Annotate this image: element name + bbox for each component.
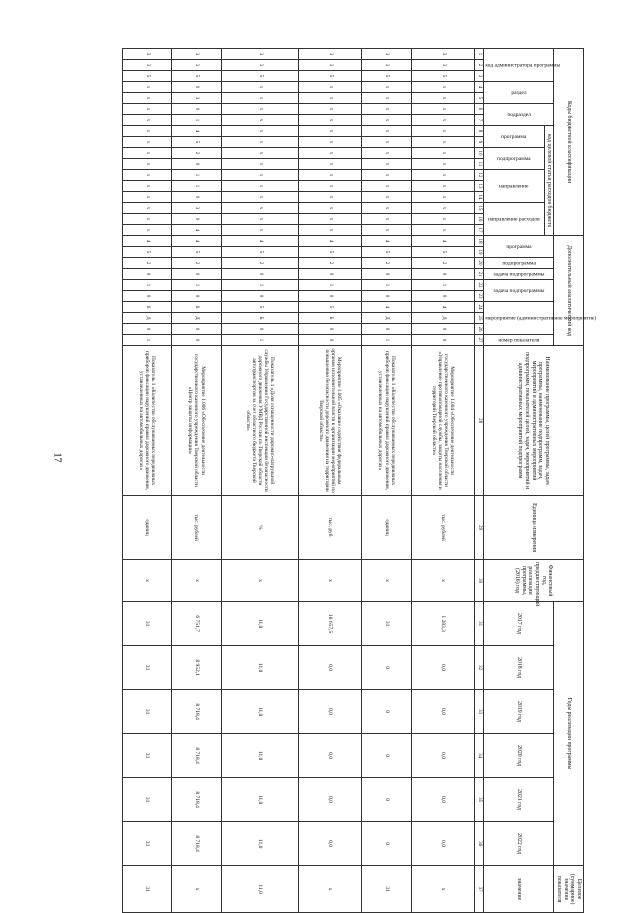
code-cell: 5 (172, 247, 221, 258)
column-number: 16 (474, 214, 483, 225)
code-cell: 0 (123, 269, 172, 280)
code-cell: x (411, 214, 474, 225)
row-description: Мероприятие 1.006 «Обеспечение деятельности государственного казенного учреждения Тверской области «Центр защиты информации» (172, 346, 221, 496)
row-year-value: 0 (362, 778, 411, 822)
code-cell: x (362, 192, 411, 203)
code-cell: 1 (172, 170, 221, 181)
code-cell: 0 (299, 269, 362, 280)
code-cell: 1 (123, 280, 172, 291)
hdr-target-group: Целевое (суммарное) значение показателя (554, 866, 584, 913)
code-cell: 5 (362, 247, 411, 258)
hdr-prog: программа (483, 236, 554, 258)
code-cell: x (123, 203, 172, 214)
hdr-admin-code: код администратора программы (483, 49, 554, 82)
table-row (123, 49, 172, 913)
code-cell: 0 (299, 324, 362, 335)
code-cell: 3 (172, 93, 221, 104)
code-cell: 0 (172, 324, 221, 335)
code-cell: x (221, 214, 298, 225)
code-cell: 1 (123, 335, 172, 346)
table-row (172, 49, 221, 913)
hdr-budget-classification: Коды бюджетной классификации (554, 49, 584, 236)
column-number: 22 (474, 280, 483, 291)
code-cell: x (299, 104, 362, 115)
code-cell: 4 (172, 126, 221, 137)
code-cell: x (299, 148, 362, 159)
column-number: 6 (474, 104, 483, 115)
row-description: Мероприятие 1.005 «Оказание содействия федеральным органам исполнительной власти в организации мероприятий по повышению безопасности дорожного движения на территории Тверской области» (299, 346, 362, 496)
code-cell: 0 (362, 291, 411, 302)
row-year-value: 11,0 (221, 602, 298, 646)
code-cell: 4 (172, 225, 221, 236)
hdr-additional-code: Дополнительный аналитический код (554, 236, 584, 346)
row-year-value: 0 (362, 646, 411, 690)
column-number: 19 (474, 247, 483, 258)
row-year-value: 31 (123, 690, 172, 734)
row-target-value: x (299, 866, 362, 913)
code-cell: 3 (299, 60, 362, 71)
code-cell: x (221, 126, 298, 137)
code-cell: 2 (172, 258, 221, 269)
code-cell: x (411, 181, 474, 192)
code-cell: 2 (362, 258, 411, 269)
row-financial-year: x (172, 560, 221, 602)
row-financial-year: x (221, 560, 298, 602)
hdr-subprog: подпрограмма (483, 258, 554, 269)
column-number-row (474, 49, 483, 913)
code-cell: x (221, 104, 298, 115)
code-cell: x (411, 104, 474, 115)
code-cell: 1 (172, 280, 221, 291)
code-cell: x (362, 126, 411, 137)
code-cell: x (299, 159, 362, 170)
row-year-value: 0,0 (411, 646, 474, 690)
code-cell: 3 (221, 60, 298, 71)
code-cell: x (411, 159, 474, 170)
code-cell: x (362, 115, 411, 126)
row-year-value: 31 (123, 734, 172, 778)
code-cell: x (123, 148, 172, 159)
code-cell: 4 (172, 236, 221, 247)
row-target-value: x (172, 866, 221, 913)
hdr-2018: 2018 год (483, 646, 554, 690)
hdr-expense-direction: направление расходов (483, 203, 544, 236)
code-cell: x (221, 115, 298, 126)
column-number: 21 (474, 269, 483, 280)
row-unit: тыс. рублей (411, 496, 474, 560)
hdr-target-item: код целевой статьи расходов бюджета (544, 126, 554, 236)
code-cell: 0 (411, 291, 474, 302)
code-cell: x (299, 203, 362, 214)
row-year-value: 0,0 (299, 690, 362, 734)
code-cell: x (299, 126, 362, 137)
column-number: 12 (474, 170, 483, 181)
row-year-value: 11,0 (221, 778, 298, 822)
code-cell: x (299, 181, 362, 192)
code-cell: 0 (411, 324, 474, 335)
code-cell: 5 (411, 71, 474, 82)
row-year-value: 0,0 (411, 822, 474, 866)
code-cell: 4 (362, 236, 411, 247)
code-cell: 0 (172, 291, 221, 302)
hdr-name: Наименование программы, целей программы, задач программы, наименование подпрограмм, задач, мероприятий и административных мероприятий подпрограмм, показателей целей, задач, мероприятий и административных мероприятий подпрограмм (483, 346, 583, 496)
code-cell: 0 (299, 291, 362, 302)
hdr-activity-type: задача подпрограммы (483, 280, 554, 302)
row-target-value: 11,0 (221, 866, 298, 913)
row-year-value: 31 (123, 822, 172, 866)
code-cell: x (123, 104, 172, 115)
column-number: 36 (474, 822, 483, 866)
code-cell: x (299, 115, 362, 126)
row-description: Показатель 1 «Количество обслуживаемых передвижных приборов фиксации нарушений правил дорожного движения, установленных на автомобильных дорогах» (362, 346, 411, 496)
hdr-unit: Единица измерения (483, 496, 583, 560)
code-cell: x (299, 225, 362, 236)
code-cell: 4 (299, 236, 362, 247)
code-cell: x (123, 82, 172, 93)
code-cell: 4 (411, 302, 474, 313)
code-cell: x (411, 126, 474, 137)
code-cell: 5 (362, 71, 411, 82)
page-number: 17 (51, 452, 63, 463)
row-year-value: 8 952,1 (172, 646, 221, 690)
code-cell: 3 (123, 49, 172, 60)
column-number: 33 (474, 690, 483, 734)
code-cell: x (299, 82, 362, 93)
row-unit: % (221, 496, 298, 560)
code-cell: 0 (172, 335, 221, 346)
code-cell: 3 (172, 49, 221, 60)
code-cell: x (123, 225, 172, 236)
code-cell: x (362, 137, 411, 148)
column-number: 37 (474, 866, 483, 913)
hdr-2020: 2020 год (483, 734, 554, 778)
code-cell: x (299, 137, 362, 148)
row-unit: единиц (123, 496, 172, 560)
code-cell: 2 (221, 258, 298, 269)
table-row (362, 49, 411, 913)
hdr-2017: 2017 год (483, 602, 554, 646)
code-cell: x (299, 170, 362, 181)
row-year-value: 0,0 (299, 822, 362, 866)
code-cell: 1 (362, 280, 411, 291)
code-cell: x (362, 104, 411, 115)
code-cell: x (362, 225, 411, 236)
row-year-value: 0,0 (299, 646, 362, 690)
code-cell: x (362, 93, 411, 104)
code-cell: x (411, 93, 474, 104)
code-cell: x (123, 181, 172, 192)
row-year-value: 0,0 (299, 734, 362, 778)
code-cell: x (221, 137, 298, 148)
code-cell: x (221, 148, 298, 159)
row-year-value: 31 (362, 602, 411, 646)
row-unit: единиц (362, 496, 411, 560)
code-cell: 5 (299, 302, 362, 313)
code-cell: x (362, 159, 411, 170)
column-number: 8 (474, 126, 483, 137)
code-cell: 6 (123, 302, 172, 313)
column-number: 25 (474, 313, 483, 324)
code-cell: 2 (172, 148, 221, 159)
code-cell: 6 (172, 302, 221, 313)
row-unit: тыс. руб. (299, 496, 362, 560)
code-cell: x (362, 181, 411, 192)
code-cell: x (123, 159, 172, 170)
column-number: 30 (474, 560, 483, 602)
code-cell: 0 (411, 269, 474, 280)
code-cell: x (221, 170, 298, 181)
column-number: 11 (474, 159, 483, 170)
code-cell: 5 (299, 71, 362, 82)
code-cell: x (123, 170, 172, 181)
code-cell: 3 (362, 60, 411, 71)
code-cell: 0 (123, 324, 172, 335)
code-cell: 4 (411, 236, 474, 247)
code-cell: 0 (172, 214, 221, 225)
code-cell: x (123, 137, 172, 148)
code-cell: x (221, 181, 298, 192)
hdr-2021: 2021 год (483, 778, 554, 822)
hdr-indicator-no: номер показателя (483, 335, 554, 346)
row-year-value: 6 751,7 (172, 602, 221, 646)
row-financial-year: x (362, 560, 411, 602)
code-cell: x (221, 192, 298, 203)
code-cell: x (123, 192, 172, 203)
code-cell: 1 (299, 280, 362, 291)
code-cell: x (123, 115, 172, 126)
column-number: 34 (474, 734, 483, 778)
row-financial-year: x (411, 560, 474, 602)
row-year-value: 0 (362, 690, 411, 734)
row-year-value: 18 657,5 (299, 602, 362, 646)
code-cell: 1 (172, 115, 221, 126)
row-financial-year: x (123, 560, 172, 602)
code-cell: 5 (123, 71, 172, 82)
code-cell: 1 (362, 335, 411, 346)
code-cell: x (221, 82, 298, 93)
hdr-direction: направление (483, 170, 544, 203)
row-year-value: 11,0 (221, 734, 298, 778)
hdr-activity: мероприятие (административное мероприятие) (483, 302, 554, 335)
code-cell: x (362, 203, 411, 214)
code-cell: x (411, 225, 474, 236)
code-cell: 2 (299, 258, 362, 269)
hdr-task: задача подпрограммы (483, 269, 554, 280)
code-cell: 5 (172, 137, 221, 148)
column-number: 13 (474, 181, 483, 192)
code-cell: 3 (221, 49, 298, 60)
code-cell: 0 (172, 104, 221, 115)
code-cell: x (362, 170, 411, 181)
code-cell: 3 (172, 203, 221, 214)
code-cell: 5 (221, 302, 298, 313)
code-cell: x (411, 115, 474, 126)
column-number: 31 (474, 602, 483, 646)
column-number: 23 (474, 291, 483, 302)
code-cell: x (221, 159, 298, 170)
code-cell: 5 (221, 247, 298, 258)
code-cell: 1 (221, 280, 298, 291)
code-cell: 5 (221, 71, 298, 82)
program-table-sheet (122, 48, 596, 905)
code-cell: x (123, 214, 172, 225)
column-number: 3 (474, 71, 483, 82)
row-year-value: 11,0 (221, 646, 298, 690)
hdr-program: программа (483, 126, 544, 148)
code-cell: x (362, 214, 411, 225)
code-cell: 0 (299, 335, 362, 346)
code-cell: x (362, 82, 411, 93)
row-description: Показатель 1 «Количество обслуживаемых передвижных приборов фиксации нарушений правил дорожного движения, установленных на автомобильных дорогах» (123, 346, 172, 496)
code-cell: Б (299, 313, 362, 324)
code-cell: 0 (172, 82, 221, 93)
code-cell: 5 (299, 247, 362, 258)
row-year-value: 8 718,4 (172, 690, 221, 734)
code-cell: 0 (221, 324, 298, 335)
code-cell: x (411, 148, 474, 159)
code-cell: 0 (221, 291, 298, 302)
column-number: 7 (474, 115, 483, 126)
hdr-2022: 2022 год (483, 822, 554, 866)
code-cell: x (411, 170, 474, 181)
code-cell: x (123, 126, 172, 137)
row-year-value: 8 718,4 (172, 822, 221, 866)
code-cell: 0 (172, 159, 221, 170)
row-target-value: 31 (123, 866, 172, 913)
column-number: 35 (474, 778, 483, 822)
column-number: 1 (474, 49, 483, 60)
hdr-value: значение (483, 866, 554, 913)
row-target-value: 31 (362, 866, 411, 913)
row-year-value: 0,0 (411, 734, 474, 778)
code-cell: 3 (172, 60, 221, 71)
column-number: 26 (474, 324, 483, 335)
column-number: 4 (474, 82, 483, 93)
code-cell: x (299, 192, 362, 203)
column-number: 28 (474, 346, 483, 496)
code-cell: Д (123, 313, 172, 324)
code-cell: 4 (221, 236, 298, 247)
code-cell: 0 (221, 269, 298, 280)
code-cell: 0 (172, 269, 221, 280)
code-cell: 5 (411, 247, 474, 258)
row-financial-year: x (299, 560, 362, 602)
code-cell: Д (172, 313, 221, 324)
column-number: 32 (474, 646, 483, 690)
row-year-value: 0,0 (299, 778, 362, 822)
code-cell: x (299, 214, 362, 225)
row-year-value: 0,0 (411, 778, 474, 822)
code-cell: 0 (123, 291, 172, 302)
code-cell: 1 (411, 280, 474, 291)
row-year-value: 0 (362, 822, 411, 866)
column-number: 5 (474, 93, 483, 104)
code-cell: x (221, 93, 298, 104)
code-cell: 0 (411, 335, 474, 346)
column-number: 29 (474, 496, 483, 560)
code-cell: x (299, 93, 362, 104)
column-number: 15 (474, 203, 483, 214)
code-cell: 4 (362, 302, 411, 313)
code-cell: 4 (123, 236, 172, 247)
code-cell: 0 (362, 324, 411, 335)
code-cell: 0 (172, 192, 221, 203)
row-year-value: 11,0 (221, 822, 298, 866)
column-number: 14 (474, 192, 483, 203)
row-year-value: 11,0 (221, 690, 298, 734)
code-cell: x (123, 93, 172, 104)
column-number: 24 (474, 302, 483, 313)
column-number: 27 (474, 335, 483, 346)
program-table (122, 48, 596, 913)
row-unit: тыс. рублей (172, 496, 221, 560)
column-number: 20 (474, 258, 483, 269)
code-cell: 2 (123, 258, 172, 269)
hdr-financial-year: Финансовый год, предшествующий реализации программы, (2016) год (483, 560, 583, 602)
code-cell: x (221, 203, 298, 214)
code-cell: 1 (221, 335, 298, 346)
code-cell: x (411, 82, 474, 93)
column-number: 18 (474, 236, 483, 247)
hdr-subsection: подраздел (483, 104, 554, 126)
code-cell: x (411, 137, 474, 148)
row-year-value: 31 (123, 646, 172, 690)
row-year-value: 0,0 (411, 690, 474, 734)
column-number: 2 (474, 60, 483, 71)
row-year-value: 0 (362, 734, 411, 778)
code-cell: Д (362, 313, 411, 324)
row-description: Показатель 1 «Доля оснащенности дорожно-патрульной службы Управления Государственной инспекции безопасности дорожного движения УМВД России по Тверской области автотранспортом за счет областного бюджета Тверской области» (221, 346, 298, 496)
table-row (411, 49, 474, 913)
hdr-years-group: Годы реализации программы (554, 602, 584, 866)
code-cell: Б (221, 313, 298, 324)
code-cell: x (411, 192, 474, 203)
code-cell: 0 (362, 269, 411, 280)
column-number: 9 (474, 137, 483, 148)
row-year-value: 1 283,3 (411, 602, 474, 646)
row-target-value: x (411, 866, 474, 913)
row-year-value: 31 (123, 602, 172, 646)
code-cell: 3 (411, 60, 474, 71)
row-year-value: 31 (123, 778, 172, 822)
code-cell: 3 (362, 49, 411, 60)
code-cell: x (221, 225, 298, 236)
column-number: 17 (474, 225, 483, 236)
code-cell: 5 (172, 71, 221, 82)
code-cell: x (362, 148, 411, 159)
code-cell: 2 (411, 258, 474, 269)
table-row (299, 49, 362, 913)
code-cell: 1 (172, 181, 221, 192)
code-cell: Д (411, 313, 474, 324)
hdr-section: раздел (483, 82, 554, 104)
row-description: Мероприятие 1.004 «Обеспечение деятельности государственного казенного учреждения Тверской области «Управление противопожарной службы, защиты населения и территорий Тверской области» (411, 346, 474, 496)
row-year-value: 8 718,4 (172, 778, 221, 822)
code-cell: 3 (411, 49, 474, 60)
table-row (221, 49, 298, 913)
column-number: 10 (474, 148, 483, 159)
code-cell: 5 (123, 247, 172, 258)
row-year-value: 8 718,4 (172, 734, 221, 778)
code-cell: x (411, 203, 474, 214)
hdr-subprogram: подпрограмма (483, 148, 544, 170)
hdr-2019: 2019 год (483, 690, 554, 734)
code-cell: 3 (123, 60, 172, 71)
code-cell: 3 (299, 49, 362, 60)
